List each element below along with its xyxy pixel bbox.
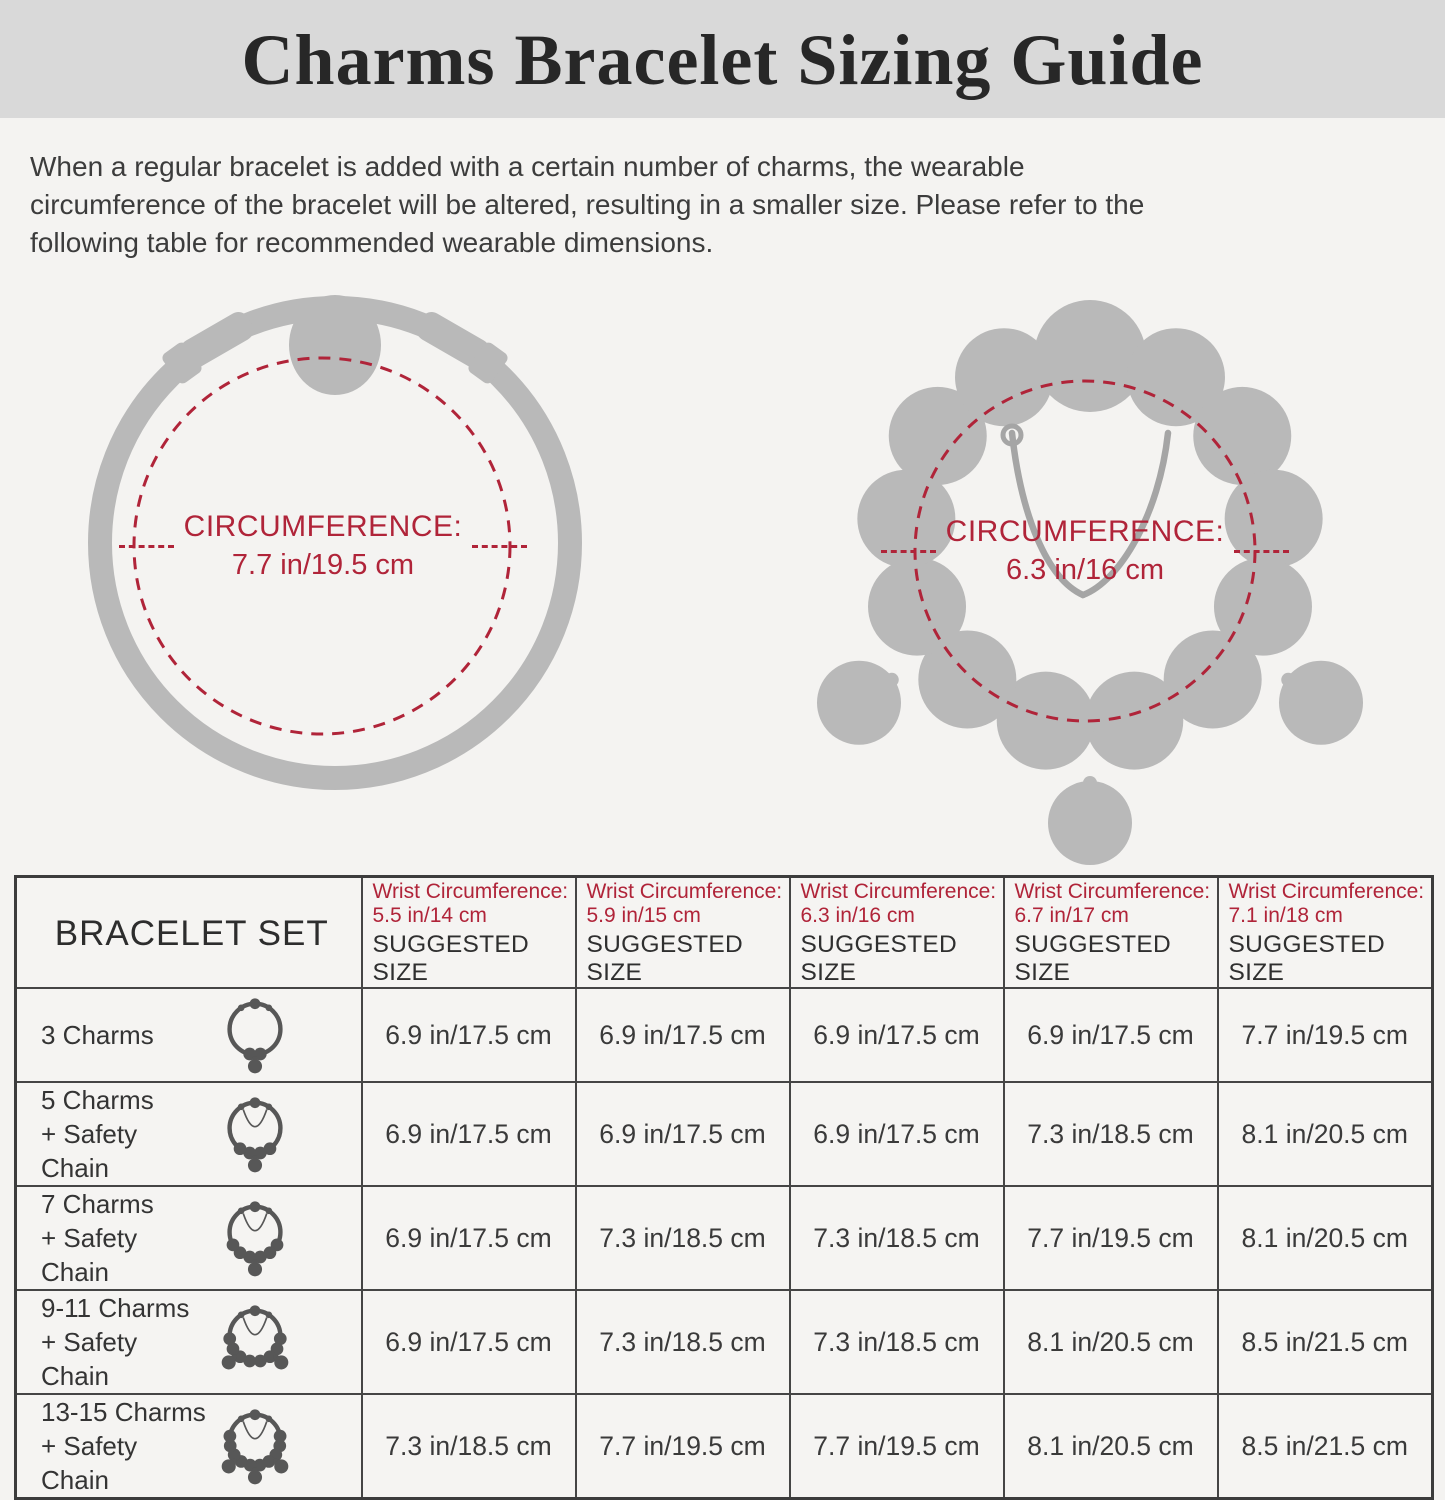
size-cell: 8.1 in/20.5 cm	[1218, 1186, 1433, 1290]
size-cell: 6.9 in/17.5 cm	[576, 988, 790, 1082]
size-cell: 7.3 in/18.5 cm	[790, 1186, 1004, 1290]
dash-line-left	[881, 550, 936, 553]
table-header-row	[16, 877, 1433, 989]
circumference-label: CIRCUMFERENCE:	[184, 510, 463, 544]
wrist-circumference-label: Wrist Circumference:	[1015, 880, 1213, 904]
set-label-line1: 7 Charms	[41, 1187, 211, 1221]
size-cell: 8.5 in/21.5 cm	[1218, 1290, 1433, 1394]
dash-line-right	[1234, 550, 1289, 553]
suggested-size-label: SUGGESTED SIZE	[801, 931, 999, 987]
plain-bracelet-measure	[83, 510, 563, 582]
bracelet-7-charms-icon	[211, 1193, 299, 1283]
wrist-circumference-size: 6.3 in/16 cm	[801, 904, 999, 928]
page-title: Charms Bracelet Sizing Guide	[0, 0, 1445, 120]
bracelet-3-charms-icon	[211, 990, 299, 1080]
set-label-line1: 13-15 Charms	[41, 1395, 211, 1429]
set-label-line2: + Safety Chain	[41, 1429, 211, 1497]
charm-bracelet-measure	[865, 515, 1305, 587]
bracelet-set-cell	[16, 1082, 362, 1186]
size-cell: 7.7 in/19.5 cm	[1004, 1186, 1218, 1290]
table-row	[16, 988, 1433, 1082]
wrist-column-header	[1218, 877, 1433, 989]
intro-line: following table for recommended wearable dimensions.	[30, 224, 1445, 262]
set-label-line1: 3 Charms	[41, 1018, 154, 1052]
title-banner	[0, 0, 1445, 118]
bracelet-9-11-charms-icon	[211, 1297, 299, 1387]
set-label-line1: 5 Charms	[41, 1083, 211, 1117]
size-cell: 6.9 in/17.5 cm	[790, 1082, 1004, 1186]
table-row	[16, 1290, 1433, 1394]
size-cell: 7.3 in/18.5 cm	[1004, 1082, 1218, 1186]
size-cell: 7.3 in/18.5 cm	[790, 1290, 1004, 1394]
suggested-size-label: SUGGESTED SIZE	[587, 931, 785, 987]
size-cell: 8.1 in/20.5 cm	[1004, 1394, 1218, 1499]
set-label-line2: + Safety Chain	[41, 1117, 211, 1185]
wrist-column-header	[790, 877, 1004, 989]
table-row	[16, 1394, 1433, 1499]
suggested-size-label: SUGGESTED SIZE	[1015, 931, 1213, 987]
size-cell: 6.9 in/17.5 cm	[362, 1186, 576, 1290]
bracelet-5-charms-icon	[211, 1089, 299, 1179]
diagrams-section	[0, 288, 1445, 875]
set-label-line1: 9-11 Charms	[41, 1291, 211, 1325]
set-label-line2: + Safety Chain	[41, 1221, 211, 1289]
circumference-label: CIRCUMFERENCE:	[946, 515, 1225, 549]
size-cell: 6.9 in/17.5 cm	[362, 1290, 576, 1394]
size-cell: 6.9 in/17.5 cm	[362, 1082, 576, 1186]
circumference-value: 7.7 in/19.5 cm	[184, 548, 463, 582]
size-cell: 7.7 in/19.5 cm	[790, 1394, 1004, 1499]
bracelet-set-cell	[16, 988, 362, 1082]
dash-line-left	[119, 545, 174, 548]
table-row	[16, 1186, 1433, 1290]
bracelet-13-15-charms-icon	[211, 1401, 299, 1491]
intro-line: circumference of the bracelet will be altered, resulting in a smaller size. Please refer to the	[30, 186, 1445, 224]
bracelet-set-cell	[16, 1290, 362, 1394]
intro-paragraph	[0, 118, 1445, 288]
wrist-circumference-size: 5.5 in/14 cm	[373, 904, 571, 928]
size-cell: 6.9 in/17.5 cm	[1004, 988, 1218, 1082]
size-cell: 8.5 in/21.5 cm	[1218, 1394, 1433, 1499]
bracelet-set-header: BRACELET SET	[16, 877, 362, 989]
size-cell: 7.7 in/19.5 cm	[576, 1394, 790, 1499]
circumference-value: 6.3 in/16 cm	[946, 553, 1225, 587]
suggested-size-label: SUGGESTED SIZE	[373, 931, 571, 987]
size-cell: 6.9 in/17.5 cm	[576, 1082, 790, 1186]
size-cell: 7.7 in/19.5 cm	[1218, 988, 1433, 1082]
wrist-column-header	[362, 877, 576, 989]
dash-line-right	[472, 545, 527, 548]
bracelet-set-cell	[16, 1186, 362, 1290]
size-cell: 7.3 in/18.5 cm	[576, 1186, 790, 1290]
wrist-circumference-size: 7.1 in/18 cm	[1229, 904, 1428, 928]
suggested-size-label: SUGGESTED SIZE	[1229, 931, 1428, 987]
table-row	[16, 1082, 1433, 1186]
intro-line: When a regular bracelet is added with a certain number of charms, the wearable	[30, 148, 1445, 186]
size-cell: 6.9 in/17.5 cm	[362, 988, 576, 1082]
bracelet-set-cell	[16, 1394, 362, 1499]
wrist-circumference-label: Wrist Circumference:	[1229, 880, 1428, 904]
wrist-circumference-label: Wrist Circumference:	[801, 880, 999, 904]
wrist-circumference-label: Wrist Circumference:	[373, 880, 571, 904]
size-cell: 8.1 in/20.5 cm	[1004, 1290, 1218, 1394]
size-cell: 8.1 in/20.5 cm	[1218, 1082, 1433, 1186]
size-cell: 6.9 in/17.5 cm	[790, 988, 1004, 1082]
wrist-column-header	[1004, 877, 1218, 989]
set-label-line2: + Safety Chain	[41, 1325, 211, 1393]
wrist-column-header	[576, 877, 790, 989]
sizing-table	[14, 875, 1434, 1500]
size-cell: 7.3 in/18.5 cm	[576, 1290, 790, 1394]
size-cell: 7.3 in/18.5 cm	[362, 1394, 576, 1499]
wrist-circumference-size: 5.9 in/15 cm	[587, 904, 785, 928]
wrist-circumference-label: Wrist Circumference:	[587, 880, 785, 904]
wrist-circumference-size: 6.7 in/17 cm	[1015, 904, 1213, 928]
